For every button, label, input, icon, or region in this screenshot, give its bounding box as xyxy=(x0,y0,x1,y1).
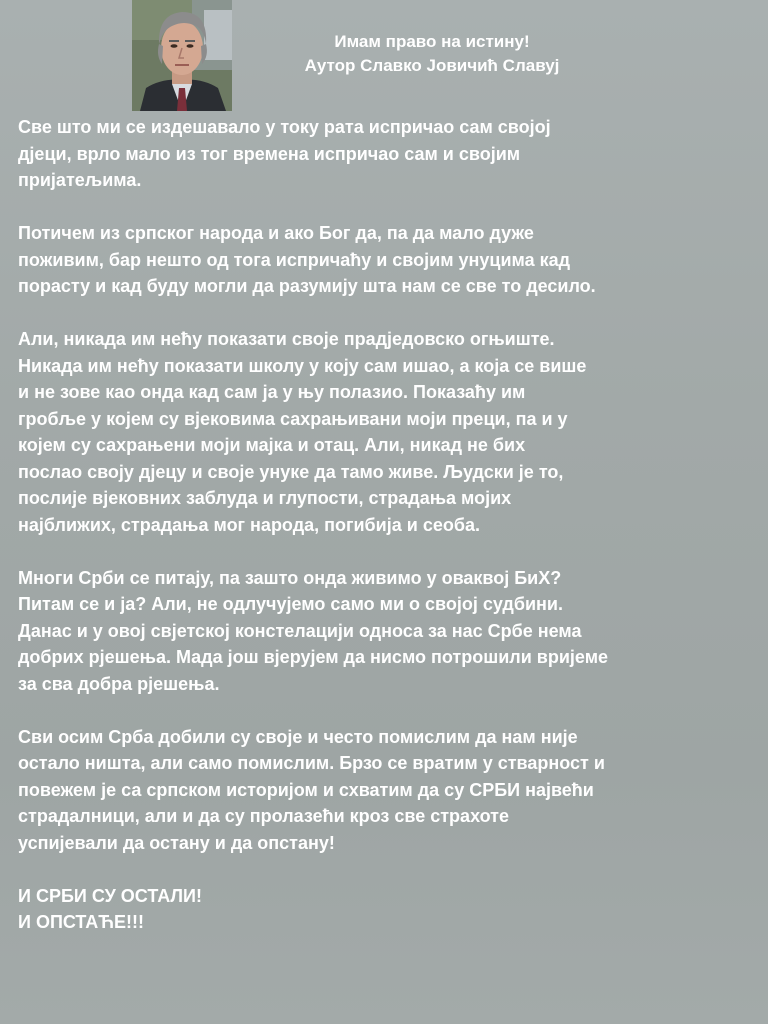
text-line: дјеци, врло мало из тог времена испричао сам и својим xyxy=(18,143,521,164)
text-line: порасту и кад буду могли да разумију шта нам се све то десило. xyxy=(18,276,596,296)
text-line: Сви осим Срба добили су своје и често помислим да нам није xyxy=(18,726,578,747)
article-title: Имам право на истину! xyxy=(334,32,530,51)
text-line: најближих, страдања мог народа, погибија и сеоба. xyxy=(18,514,480,535)
text-line: Многи Срби се питају, па зашто онда живимо у оваквој БиХ? xyxy=(18,567,562,588)
text-line: страдалници, али и да су пролазећи кроз све страхоте xyxy=(18,806,510,826)
text-line: добрих рјешења. Мада још вјерујем да нисмо потрошили вријеме xyxy=(18,647,609,667)
text-line: Али, никада им нећу показати своје прадједовско огњиште. xyxy=(18,329,555,349)
text-line: послао своју дјецу и своје унуке да тамо живе. Људски је то, xyxy=(18,461,564,482)
text-line: пријатељима. xyxy=(18,170,142,190)
paragraph-2 xyxy=(18,220,760,300)
author-portrait-photo xyxy=(132,0,232,111)
text-line: Питам се и ја? Али, не одлучујемо само ми о својој судбини. xyxy=(18,594,563,614)
closing-statement xyxy=(18,883,760,936)
text-line: и не зове као онда кад сам ја у њу полазио. Показаћу им xyxy=(18,382,526,402)
text-line: Потичем из српског народа и ако Бог да, па да мало дуже xyxy=(18,223,534,243)
paragraph-4 xyxy=(18,565,760,698)
paragraph-3 xyxy=(18,326,760,538)
text-line: повежем је са српском историјом и схватим да су СРБИ највећи xyxy=(18,779,594,800)
paragraph-1 xyxy=(18,114,760,194)
paragraph-5 xyxy=(18,724,760,857)
text-line: за сва добра рјешења. xyxy=(18,673,220,694)
closing-line: И СРБИ СУ ОСТАЛИ! xyxy=(18,885,202,906)
text-line: Данас и у овој свјетској констелацији односа за нас Србе нема xyxy=(18,620,582,641)
text-line: успијевали да остану и да опстану! xyxy=(18,832,335,853)
text-line: остало ништа, али само помислим. Брзо се вратим у стварност и xyxy=(18,753,605,773)
article-header xyxy=(232,30,632,78)
text-line: поживим, бар нешто од тога испричаћу и својим унуцима кад xyxy=(18,249,571,270)
text-line: Све што ми се издешавало у току рата испричао сам својој xyxy=(18,117,551,137)
author-portrait-image xyxy=(132,0,232,111)
text-line: Никада им нећу показати школу у коју сам ишао, а која се више xyxy=(18,355,587,376)
text-line: гробље у којем су вјековима сахрањивани моји преци, па и у xyxy=(18,408,568,429)
text-line: послије вјековних заблуда и глупости, страдања мојих xyxy=(18,488,512,508)
article-author: Аутор Славко Јовичић Славуј xyxy=(304,56,560,75)
article-body xyxy=(18,114,760,936)
closing-line: И ОПСТАЋЕ!!! xyxy=(18,912,145,932)
text-line: којем су сахрањени моји мајка и отац. Али, никад не бих xyxy=(18,435,526,455)
